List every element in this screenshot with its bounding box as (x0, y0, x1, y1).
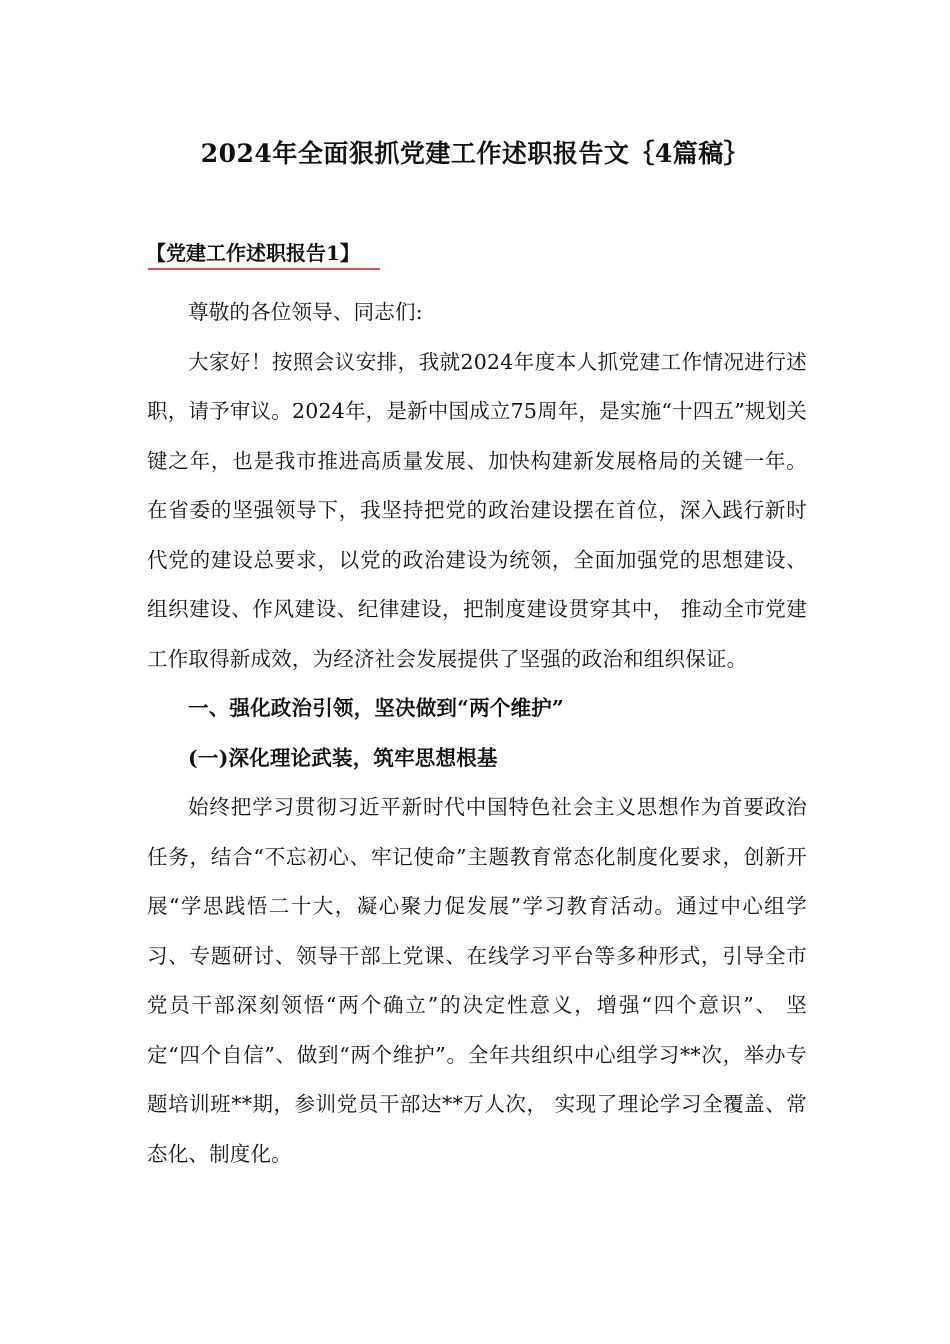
heading-level-1: 一、强化政治引领，坚决做到“两个维护” (188, 696, 564, 720)
document-body (147, 288, 807, 1179)
body-paragraph: 始终把学习贯彻习近平新时代中国特色社会主义思想作为首要政治任务，结合“不忘初心、牢记使命”主题教育常态化制度化要求，创新开展“学思践悟二十大，凝心聚力促发展”学习教育活动。通过中心组学习、专题研讨、领导干部上党课、在线学习平台等多种形式，引导全市党员干部深刻领悟“两个确立”的决定性意义，增强“四个意识”、 坚定“四个自信”、做到“两个维护”。全年共组织中心组学习**次，举办专题培训班**期，参训党员干部达**万人次， 实现了理论学习全覆盖、常态化、制度化。 (147, 795, 807, 1166)
document-title: 2024年全面狠抓党建工作述职报告文｛4篇稿｝ (200, 139, 750, 168)
section-label-underline (148, 264, 380, 270)
section-label: 【党建工作述职报告1】 (146, 241, 360, 265)
heading-level-2: (一)深化理论武装，筑牢思想根基 (188, 745, 498, 770)
salutation: 尊敬的各位领导、同志们: (188, 300, 423, 324)
intro-paragraph: 大家好！按照会议安排，我就2024年度本人抓党建工作情况进行述职，请予审议。2024年，是新中国成立75周年，是实施“十四五”规划关键之年，也是我市推进高质量发展、加快构建新发展格局的关键一年。在省委的坚强领导下，我坚持把党的政治建设摆在首位，深入践行新时代党的建设总要求，以党的政治建设为统领，全面加强党的思想建设、组织建设、作风建设、纪律建设，把制度建设贯穿其中， 推动全市党建工作取得新成效，为经济社会发展提供了坚强的政治和组织保证。 (147, 349, 807, 671)
